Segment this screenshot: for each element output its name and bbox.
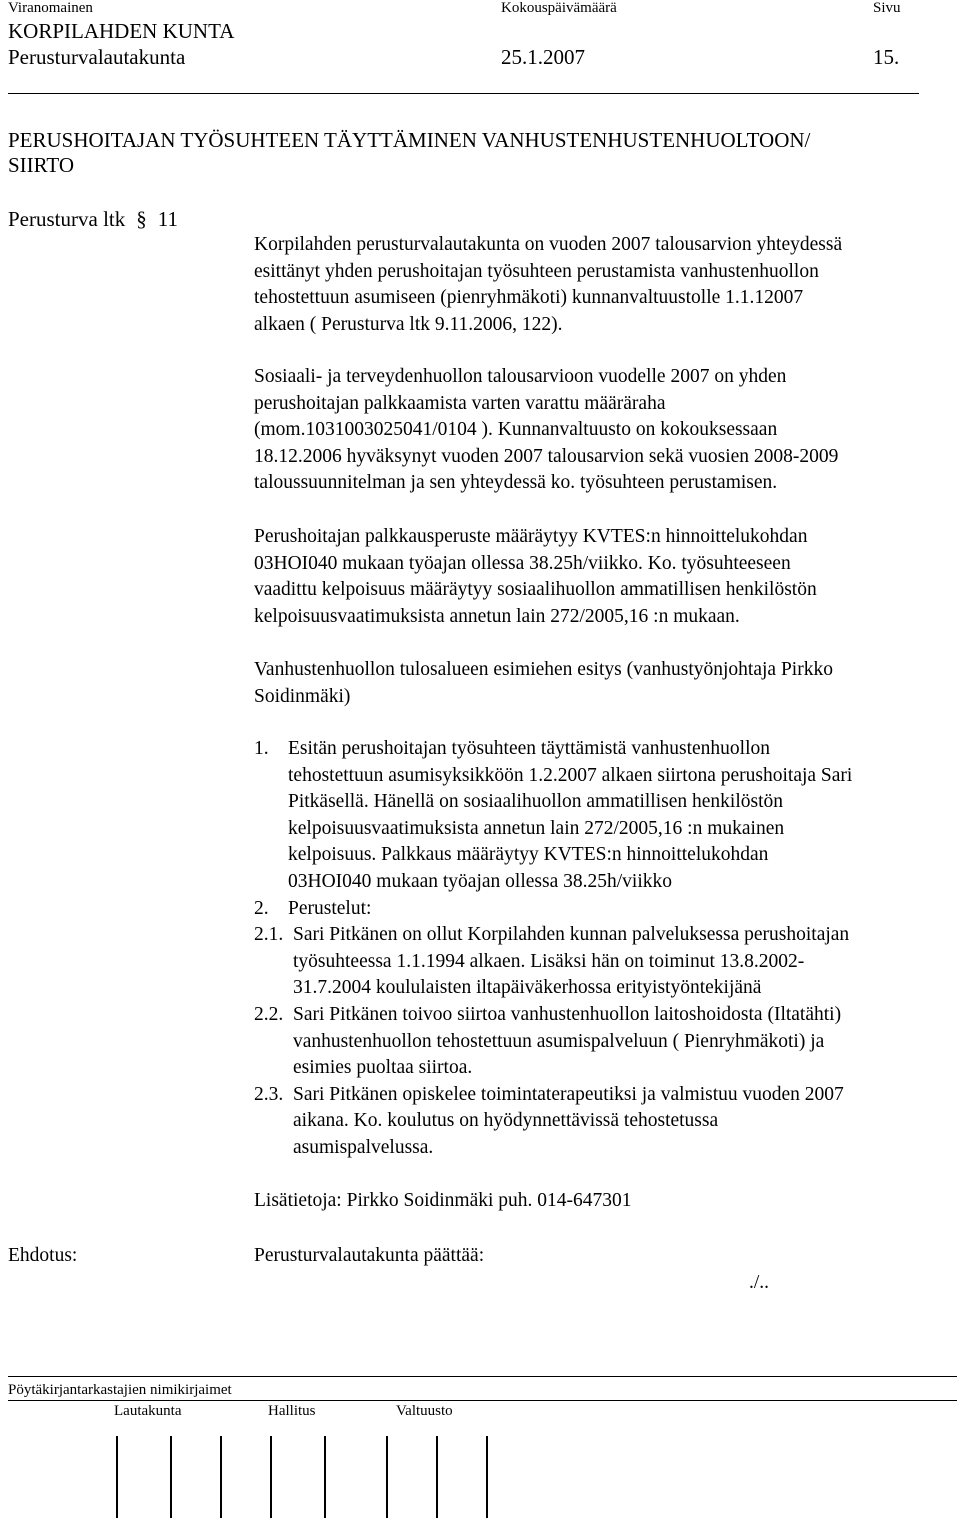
paragraph-line: Perushoitajan palkkausperuste määräytyy KVTES:n hinnoittelukohdan [254,526,808,547]
list-item-line: esimies puoltaa siirtoa. [293,1057,473,1079]
list-item-line: tehostettuun asumisyksikköön 1.2.2007 alkaen siirtona perushoitaja Sari [288,764,853,786]
proposal-text: Perusturvalautakunta päättää: [254,1245,485,1266]
footer-top-rule [8,1376,957,1377]
paragraph-salary [254,524,817,630]
signature-box-divider [386,1436,388,1518]
paragraph-budget [254,364,838,497]
list-item-line: Esitän perushoitajan työsuhteen täyttämistä vanhustenhuollon [288,738,770,759]
paragraph-line: Vanhustenhuollon tulosalueen esimiehen esitys (vanhustyönjohtaja Pirkko [254,659,833,680]
paragraph-line: vaadittu kelpoisuus määräytyy sosiaalihuollon ammatillisen henkilöstön [254,579,817,601]
header-page-label: Sivu [873,0,901,16]
list-item-number: 2.1. [254,924,284,946]
paragraph-line: Korpilahden perusturvalautakunta on vuoden 2007 talousarvion yhteydessä [254,234,843,255]
list-item-line: aikana. Ko. koulutus on hyödynnettävissä tehostetussa [293,1110,719,1132]
paragraph-intro [254,232,842,338]
list-item-line: kelpoisuus. Palkkaus määräytyy KVTES:n hinnoittelukohdan [288,844,769,866]
paragraph-line: kelpoisuusvaatimuksista annetun lain 272/2005,16 :n mukaan. [254,605,740,627]
signature-box-divider [324,1436,326,1518]
paragraph-line: Soidinmäki) [254,685,351,707]
list-item-line: Pitkäsellä. Hänellä on sosiaalihuollon ammatillisen henkilöstön [288,791,784,813]
list-item-number: 1. [254,738,269,759]
signature-box-divider [220,1436,222,1518]
section-label-text: Perusturva ltk [8,207,126,231]
paragraph-line: 03HOI040 mukaan työajan ollessa 38.25h/viikko. Ko. työsuhteeseen [254,552,791,574]
document-title-line2: SIIRTO [8,153,75,177]
list-item-number: 2.2. [254,1003,284,1025]
list-item [254,896,954,923]
list-item-line: vanhustenhuollon tehostettuun asumispalveluun ( Pienryhmäkoti) ja [293,1030,825,1052]
continuation-mark: ./.. [749,1272,770,1293]
footer-column-valtuusto: Valtuusto [396,1403,453,1419]
footer-column-lautakunta: Lautakunta [114,1403,182,1419]
list-item-line: 03HOI040 mukaan työajan ollessa 38.25h/viikko [288,870,672,892]
list-item-line: Sari Pitkänen on ollut Korpilahden kunnan palveluksessa perushoitajan [293,924,850,946]
paragraph-line: taloussuunnitelman ja sen yhteydessä ko. työsuhteen perustamisen. [254,472,778,494]
proposal-label: Ehdotus: [8,1245,78,1266]
signature-box-divider [436,1436,438,1518]
list-item-line: Sari Pitkänen opiskelee toimintaterapeutiksi ja valmistuu vuoden 2007 [293,1083,844,1105]
list-item [254,1002,954,1082]
paragraph-proposal-intro [254,657,833,710]
numbered-list [254,736,954,1162]
signature-box-divider [116,1436,118,1518]
authority-name: Perusturvalautakunta [8,45,186,69]
paragraph-line: esittänyt yhden perushoitajan työsuhteen perustamista vanhustenhuollon [254,260,819,282]
list-item [254,1082,954,1162]
paragraph-line: alkaen ( Perusturva ltk 9.11.2006, 122). [254,313,563,335]
paragraph-line: tehostettuun asumiseen (pienryhmäkoti) kunnanvaltuustolle 1.1.12007 [254,287,804,309]
meeting-date: 25.1.2007 [501,45,585,69]
list-item-line: Perustelut: [288,897,372,919]
list-item-line: 31.7.2004 koululaisten iltapäiväkerhossa erityistyöntekijänä [293,977,762,999]
section-label [8,207,178,232]
list-item-line: kelpoisuusvaatimuksista annetun lain 272/2005,16 :n mukainen [288,817,785,839]
list-item [254,736,954,896]
list-item [254,922,954,1002]
footer-column-hallitus: Hallitus [268,1403,316,1419]
signature-box-divider [486,1436,488,1518]
footer-second-rule [8,1400,957,1401]
document-title-line1: PERUSHOITAJAN TYÖSUHTEEN TÄYTTÄMINEN VANHUSTENHUSTENHUOLTOON/ [8,128,811,152]
header-date-label: Kokouspäivämäärä [501,0,617,16]
paragraph-line: (mom.1031003025041/0104 ). Kunnanvaltuusto on kokouksessaan [254,419,778,441]
paragraph-line: Sosiaali- ja terveydenhuollon talousarvioon vuodelle 2007 on yhden [254,366,787,387]
list-item-number: 2.3. [254,1083,284,1105]
list-item-line: työsuhteessa 1.1.1994 alkaen. Lisäksi hän on toiminut 13.8.2002- [293,950,805,972]
header-rule [8,93,919,94]
footer-title: Pöytäkirjantarkastajien nimikirjaimet [8,1382,232,1398]
signature-box-divider [170,1436,172,1518]
municipality-name: KORPILAHDEN KUNTA [8,19,235,43]
signature-box-divider [270,1436,272,1518]
list-item-line: asumispalvelussa. [293,1136,434,1158]
page-number: 15. [873,45,900,69]
paragraph-line: perushoitajan palkkaamista varten varattu määräraha [254,392,666,414]
header-sender-label: Viranomainen [8,0,93,16]
section-number: 11 [157,207,178,231]
list-item-number: 2. [254,897,269,919]
paragraph-line: 18.12.2006 hyväksynyt vuoden 2007 talousarvion sekä vuosien 2008-2009 [254,445,839,467]
section-sign: § [136,207,147,231]
contact-info: Lisätietoja: Pirkko Soidinmäki puh. 014-647301 [254,1190,632,1211]
list-item-line: Sari Pitkänen toivoo siirtoa vanhustenhuollon laitoshoidosta (Iltatähti) [293,1003,842,1025]
